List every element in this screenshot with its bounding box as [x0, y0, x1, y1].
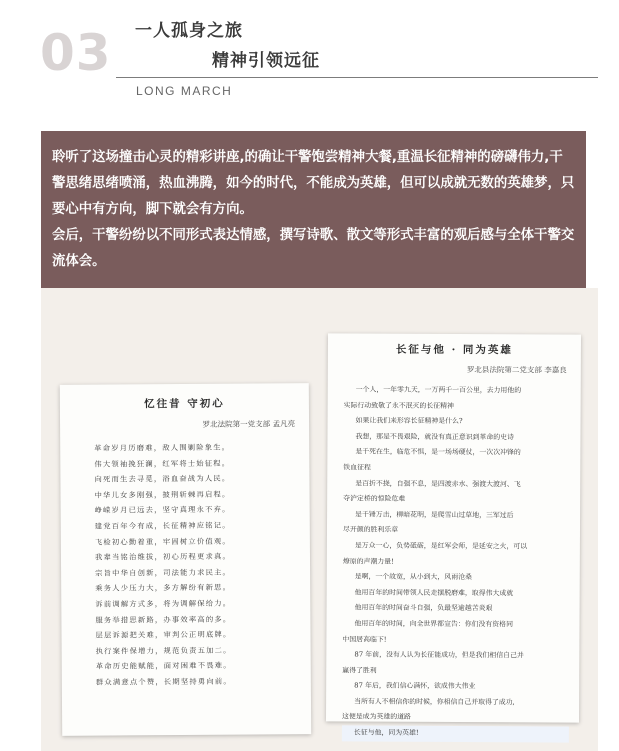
essay-line: 燎原的声潮力量! — [342, 556, 394, 566]
poem-line: 服务举措思新路，办事效率高的多。 — [95, 614, 232, 625]
essay-author: 罗北县法院第二党支部 李嘉良 — [466, 365, 567, 375]
poem-line: 执行案件保增力，规范负责五加二。 — [95, 645, 232, 656]
essay-line: 是啊，一个故宽，从小到大，风雨沧桑 — [354, 572, 472, 582]
essay-line: 一个人，一年零九天，一万两千一百公里，去力用他的 — [355, 385, 522, 395]
essay-line: 是百折不挠，自强不息，是四渡赤水、强渡大渡河、飞 — [355, 479, 521, 488]
poem-line: 向死而生去寻觅，浴血奋战为人民。 — [94, 473, 231, 484]
poem-line: 我辈当铭治维拔，初心历程更求真。 — [94, 551, 231, 562]
poem-line: 诉前调解方式多，将为调解保给力。 — [95, 598, 232, 609]
section-title-line1: 一人孤身之旅 — [135, 21, 243, 41]
poem-author: 罗北法院第一党支部 孟凡亮 — [202, 419, 296, 429]
poem-line: 中华儿女多刚强，披荆斩棘再启程。 — [94, 489, 231, 500]
section-subtitle: LONG MARCH — [136, 84, 233, 98]
poem-title: 忆往昔 守初心 — [144, 397, 225, 411]
essay-document — [326, 333, 581, 737]
essay-line: 赢得了胜利 — [342, 666, 377, 675]
essay-lines — [342, 382, 571, 742]
essay-line: 他用百年的时间带领人民走摆脱磨难，取得伟大成就 — [354, 588, 514, 598]
intro-paragraph-1: 聆听了这场撞击心灵的精彩讲座,的确让干警饱尝精神大餐,重温长征精神的磅礴伟力,干警思绪思绪喷涌，热血沸腾，如今的时代，不能成为英雄，但可以成就无数的英雄梦，只要心中有方向，脚下就会有方向。 — [52, 150, 575, 217]
poem-line: 伟大领袖挽狂澜，红军将士始征程。 — [94, 458, 231, 469]
poem-line: 革命历史能赋能，面对困难不畏难。 — [95, 660, 232, 671]
essay-line: 夺沪定桥的惊险危难 — [343, 494, 406, 503]
essay-line: 这便是成为英雄的道路 — [341, 712, 411, 722]
poem-document — [60, 383, 311, 736]
essay-title: 长征与他 · 同为英雄 — [395, 343, 513, 357]
poem-line: 革命岁月历磨难，敌人围剿险象生。 — [94, 442, 231, 453]
essay-line: 87 年后，我们信心满怀，欲成伟大伟业 — [354, 681, 476, 691]
poem-line: 建党百年今有成，长征精神应铭记。 — [94, 520, 231, 531]
essay-line: 他用百年的时间，向全世界都宣告：你们没有资格同 — [354, 619, 514, 629]
poem-line: 层层诉源把关难，审判公正明底牌。 — [95, 629, 232, 640]
section-number: 03 — [40, 24, 112, 82]
poem-lines — [94, 439, 311, 690]
essay-line: 铁血征程 — [343, 463, 371, 472]
essay-line: 中国居高临下! — [342, 634, 387, 644]
poem-line: 宗旨中华自创新，司法能力求民主。 — [95, 567, 232, 578]
essay-line: 实际行动致敬了永不泯灭的长征精神 — [343, 401, 454, 410]
essay-line: 他用百年的时间奋斗自强，负最坚逾越苦炎艰 — [354, 603, 493, 613]
poem-line: 乘务人少压力大，多方解纷有新思。 — [95, 583, 232, 593]
intro-paragraph-2: 会后，干警纷纷以不同形式表达情感，撰写诗歌、散文等形式丰富的观后感与全体干警交流体会。 — [52, 228, 575, 269]
essay-line: 尽开颜的胜利乐章 — [342, 525, 399, 535]
section-title-line2: 精神引领远征 — [212, 51, 320, 71]
intro-text-box — [41, 131, 586, 288]
essay-line: 我想，那是不畏艰险，就没有真正意识到革命的史诗 — [355, 432, 514, 442]
essay-line: 是千死在生，临危不惧，是一场场硬仗，一次次冲锋的 — [355, 447, 521, 457]
essay-line: 当所有人不相信你的时候，你相信自己并取得了成功, — [354, 697, 515, 707]
poem-line: 群众满意点个赞，长期坚持勇向前。 — [95, 676, 232, 687]
title-divider — [116, 77, 598, 78]
essay-line: 是千锤万击，柳暗花明，是爬雪山过草地，三军过后 — [355, 510, 514, 520]
essay-line: 87 年前，没有人认为长征能成功，但是我们相信自己并 — [354, 650, 524, 660]
poem-line: 峥嵘岁月已远去，坚守真理永不弃。 — [94, 505, 231, 516]
poem-line: 飞检初心勤着重，牢固树立价值观。 — [94, 536, 231, 547]
essay-line: 长征与他，同为英雄! — [342, 725, 569, 742]
essay-line: 如果让我们来形容长征精神是什么? — [355, 416, 463, 426]
essay-line: 是万众一心，负势砥砺，是红军会师，是延安之火，可以 — [354, 541, 528, 551]
